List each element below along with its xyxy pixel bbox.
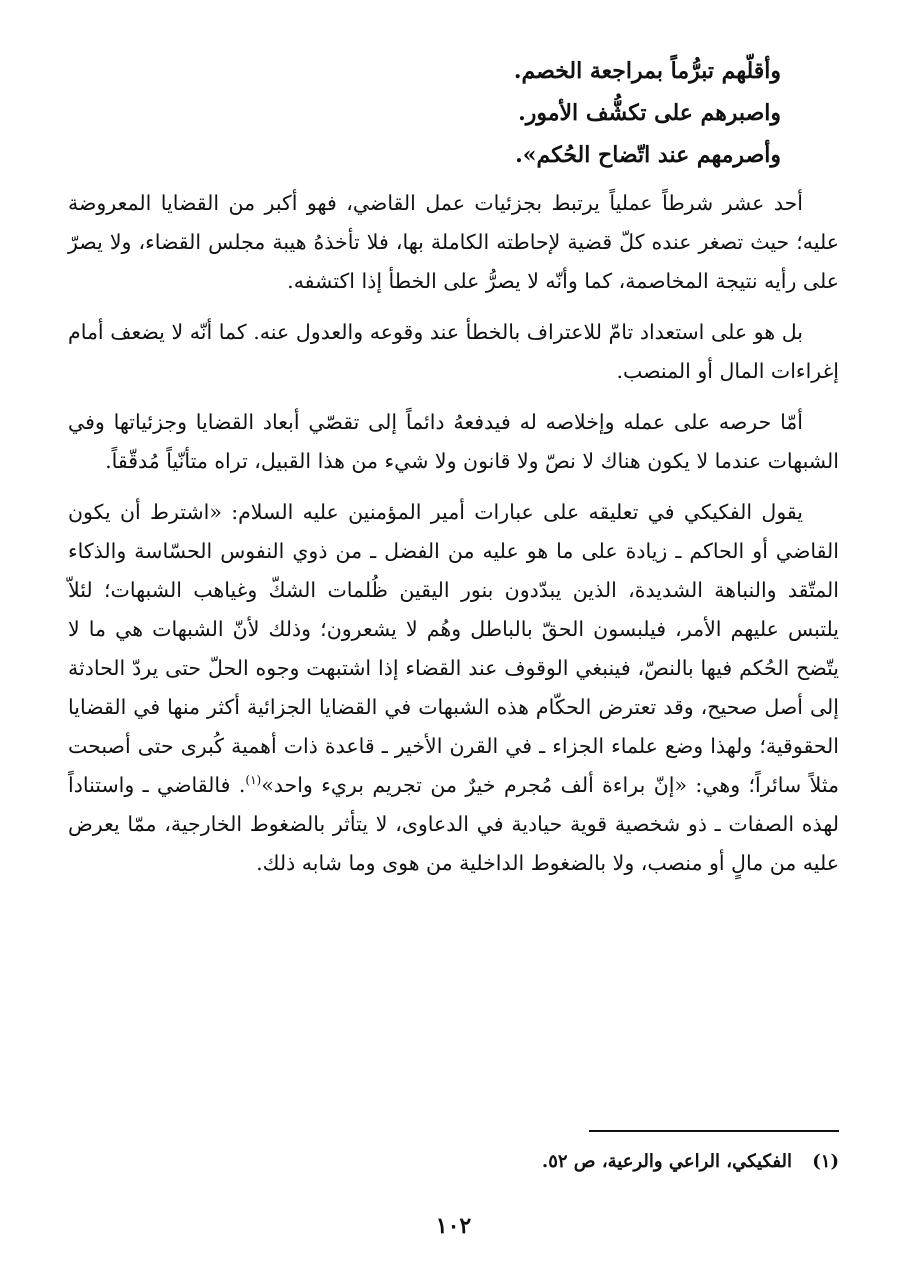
page-body xyxy=(68,50,839,895)
paragraph-3: أمّا حرصه على عمله وإخلاصه له فيدفعهُ دائماً إلى تقصّي أبعاد القضايا وجزئياتها وفي الشبهات عندما لا يكون هناك لا نصّ ولا قانون ولا شيء من هذا القبيل، تراه متأنّياً مُدقّقاً. xyxy=(68,410,839,473)
bold-line-1: وأقلّهم تبرُّماً بمراجعة الخصم. xyxy=(513,58,781,84)
paragraph-2: بل هو على استعداد تامّ للاعتراف بالخطأ عند وقوعه والعدول عنه. كما أنّه لا يضعف أمام إغراءات المال أو المنصب. xyxy=(68,320,839,383)
paragraph-quote xyxy=(68,493,839,883)
quote-text-after: . فالقاضي ـ واستناداً لهذه الصفات ـ ذو شخصية قوية حيادية في الدعاوى، لا يتأثر بالضغوط الخارجية، ممّا يعرض عليه من مالٍ أو منصب، ولا بالضغوط الداخلية من هوى وما شابه ذلك. xyxy=(68,773,839,875)
bold-line-3: وأصرمهم عند اتّضاح الحُكم». xyxy=(515,142,781,168)
quoted-verse-lines xyxy=(68,50,839,176)
quote-text-before: يقول الفكيكي في تعليقه على عبارات أمير المؤمنين عليه السلام: «اشترط أن يكون القاضي أو الحاكم ـ زيادة على ما هو عليه من الفضل ـ من ذوي النفوس الحسّاسة والذكاء المتّقد والنباهة الشديدة، الذين يبدّدون بنور اليقين ظُلمات الشكّ وغياهب الشبهات؛ لئلاّ يلتبس عليهم الأمر، فيلبسون الحقّ بالباطل وهُم لا يشعرون؛ وذلك لأنّ الشبهات هي ما لا يتّضح الحُكم فيها بالنصّ، فينبغي الوقوف عند القضاء إذا اشتبهت وجوه الحلّ حتى يردّ الحادثة إلى أصل صحيح، وقد تعترض الحكّام هذه الشبهات في القضايا الجزائية أكثر منها في القضايا الحقوقية؛ ولهذا وضع علماء الجزاء ـ في القرن الأخير ـ قاعدة ذات أهمية كُبرى حتى أصبحت مثلاً سائراً؛ وهي: «إنّ براءة ألف مُجرم خيرٌ من تجريم بريء واحد» xyxy=(68,500,840,797)
footnote-number: (١) xyxy=(812,1151,839,1172)
footnote xyxy=(68,1148,839,1176)
page-number: ١٠٢ xyxy=(435,1213,472,1239)
footnote-divider xyxy=(589,1130,839,1132)
footnote-text: الفكيكي، الراعي والرعية، ص ٥٢. xyxy=(541,1151,792,1172)
footnote-reference[interactable]: (١) xyxy=(245,773,262,788)
bold-line-2: واصبرهم على تكشُّف الأمور. xyxy=(518,100,781,126)
paragraph-1: أحد عشر شرطاً عملياً يرتبط بجزئيات عمل القاضي، فهو أكبر من القضايا المعروضة عليه؛ حيث تصغر عنده كلّ قضية لإحاطته الكاملة بها، فلا تأخذهُ هيبة مجلس القضاء، ولا يصرّ على رأيه نتيجة المخاصمة، كما وأنّه لا يصرُّ على الخطأ إذا اكتشفه. xyxy=(68,191,839,293)
